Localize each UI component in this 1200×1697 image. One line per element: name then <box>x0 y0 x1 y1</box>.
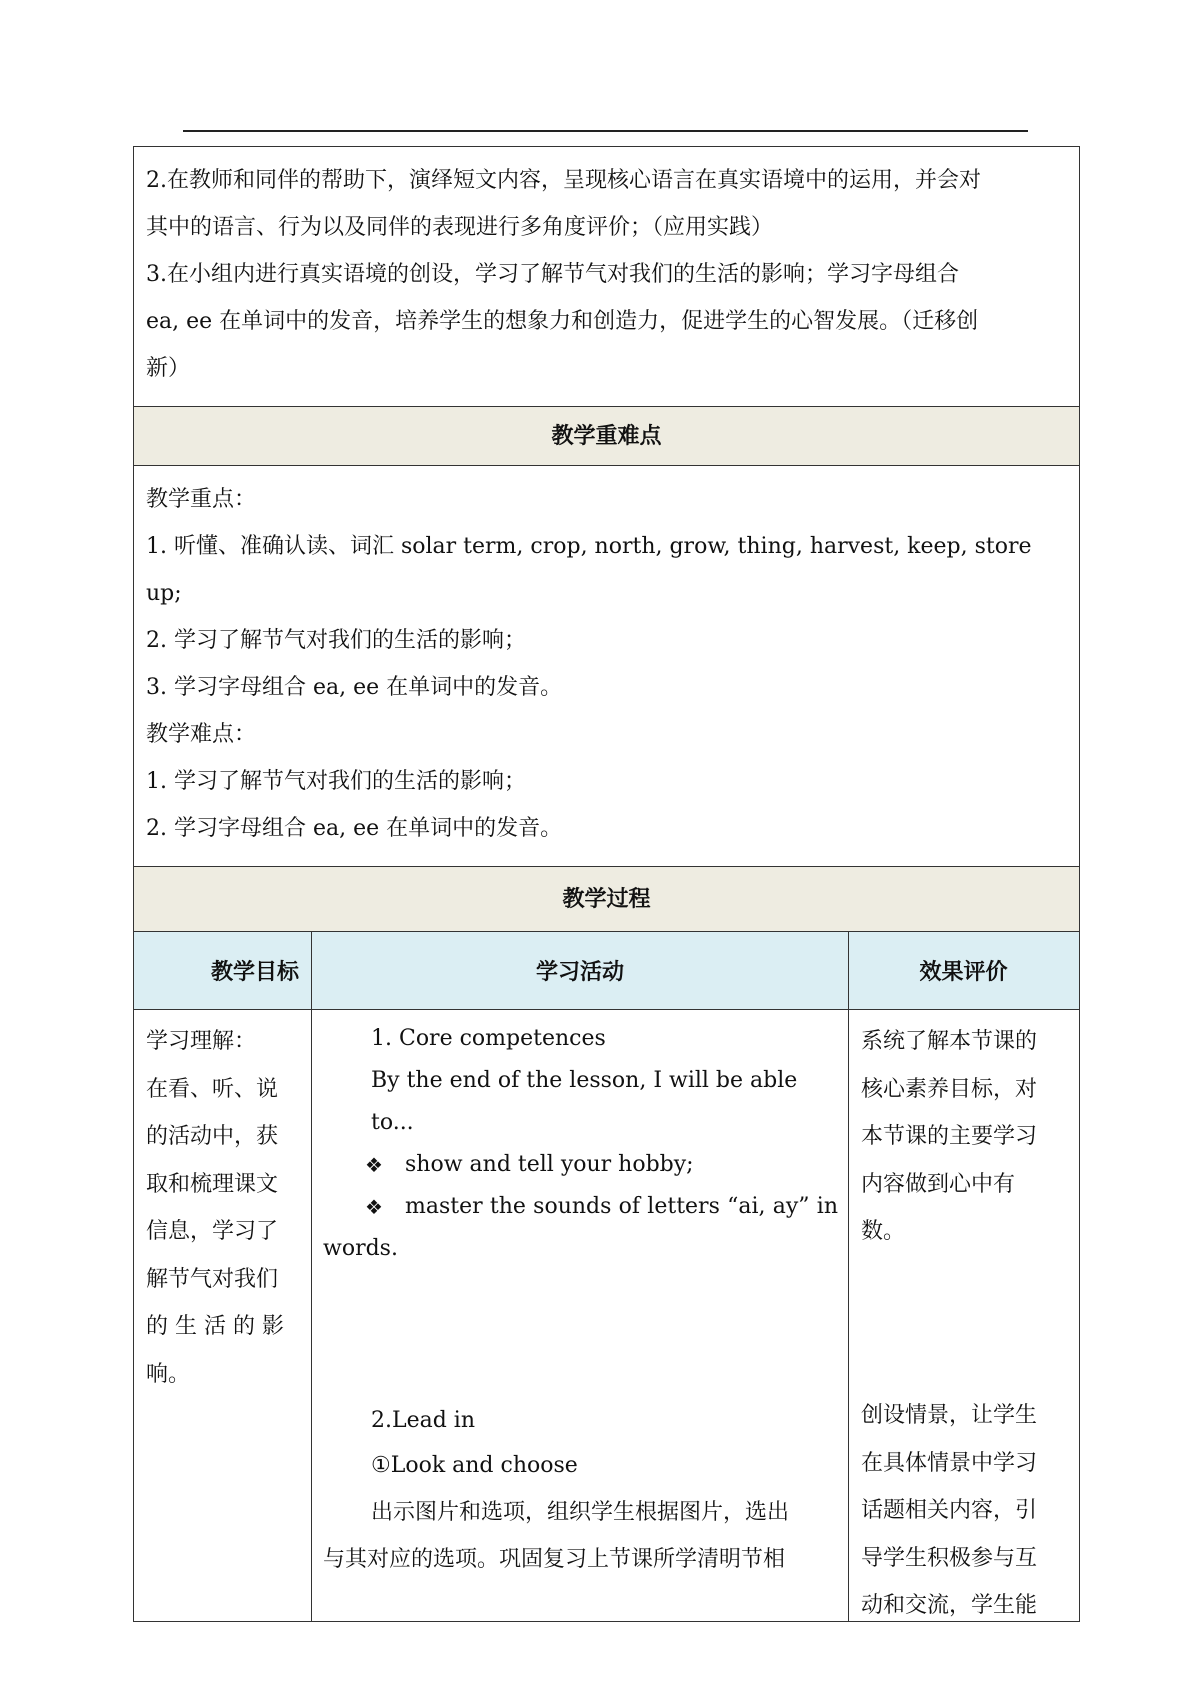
objective-line: 其中的语言、行为以及同伴的表现进行多角度评价；（应用实践） <box>146 215 774 240</box>
goal-line: 在看、听、说 <box>146 1076 279 1102</box>
activity-core-competences <box>323 1018 838 1270</box>
key-point-line: 1. 听懂、准确认读、词汇 solar term, crop, north, grow, thing, harvest, keep, store up; <box>146 534 1032 606</box>
process-column-headers <box>134 932 1079 1010</box>
evaluation-line: 在具体情景中学习 <box>861 1450 1038 1476</box>
evaluation-line: 系统了解本节课的 <box>861 1029 1038 1054</box>
goal-line: 取和梳理课文 <box>146 1171 279 1197</box>
diamond-bullet-icon: ❖ <box>365 1195 383 1219</box>
goal-line: 响。 <box>146 1361 191 1387</box>
diamond-bullet-icon: ❖ <box>365 1153 383 1177</box>
bullet-text: show and tell your hobby; <box>405 1152 694 1177</box>
difficulty-line: 2. 学习字母组合 ea, ee 在单词中的发音。 <box>146 816 563 841</box>
evaluation-line: 内容做到心中有 <box>861 1171 1016 1197</box>
objective-line: 3.在小组内进行真实语境的创设，学习了解节气对我们的生活的影响；学习字母组合 <box>146 262 959 287</box>
activity-bullet <box>323 1186 838 1228</box>
bullet-text: master the sounds of letters “ai, ay” in <box>405 1194 838 1219</box>
evaluation-1 <box>861 1018 1068 1256</box>
column-header-goal: 教学目标 <box>134 932 312 1009</box>
evaluation-2 <box>861 1392 1068 1630</box>
key-points-block <box>134 466 1079 867</box>
activity-line: 与其对应的选项。巩固复习上节课所学清明节相 <box>323 1547 786 1572</box>
evaluation-line: 创设情景，让学生 <box>861 1403 1038 1428</box>
key-point-line: 2. 学习了解节气对我们的生活的影响； <box>146 628 526 653</box>
bullet-continuation: words. <box>323 1236 398 1261</box>
activity-cell <box>312 1010 849 1621</box>
key-points-heading: 教学重难点 <box>134 407 1079 466</box>
objective-line: ea, ee 在单词中的发音，培养学生的想象力和创造力，促进学生的心智发展。（迁移创 <box>146 309 979 334</box>
evaluation-line: 话题相关内容，引 <box>861 1498 1038 1523</box>
evaluation-line: 数。 <box>861 1219 906 1244</box>
difficulties-label: 教学难点： <box>146 722 257 747</box>
page-header-rule <box>183 130 1028 132</box>
evaluation-line: 导学生积极参与互 <box>861 1545 1038 1571</box>
evaluation-line: 动和交流，学生能 <box>861 1593 1038 1618</box>
key-points-label: 教学重点： <box>146 487 257 512</box>
objective-line: 2.在教师和同伴的帮助下，演绎短文内容，呈现核心语言在真实语境中的运用，并会对 <box>146 168 981 193</box>
activity-line: 出示图片和选项，组织学生根据图片，选出 <box>371 1500 790 1525</box>
lesson-plan-table <box>133 146 1080 1622</box>
activity-heading: 1. Core competences <box>371 1026 606 1051</box>
goal-line: 的 生 活 的 影 <box>146 1314 284 1339</box>
goal-line: 信息，学习了 <box>146 1219 279 1244</box>
goal-line: 学习理解： <box>146 1029 257 1054</box>
activity-intro: By the end of the lesson, I will be able to... <box>371 1068 798 1135</box>
goal-line: 的活动中，获 <box>146 1124 279 1149</box>
process-row <box>134 1010 1079 1621</box>
objective-line: 新） <box>146 356 191 381</box>
evaluation-line: 本节课的主要学习 <box>861 1124 1038 1149</box>
goal-line: 解节气对我们 <box>146 1266 279 1292</box>
key-point-line: 3. 学习字母组合 ea, ee 在单词中的发音。 <box>146 675 563 700</box>
difficulty-line: 1. 学习了解节气对我们的生活的影响； <box>146 769 526 794</box>
objectives-block <box>134 147 1079 407</box>
evaluation-line: 核心素养目标，对 <box>861 1076 1038 1102</box>
activity-lead-in <box>323 1400 838 1583</box>
column-header-activity: 学习活动 <box>312 932 849 1009</box>
activity-bullet <box>323 1144 838 1186</box>
process-heading: 教学过程 <box>134 867 1079 932</box>
evaluation-cell <box>849 1010 1078 1621</box>
column-header-evaluation: 效果评价 <box>919 960 1008 985</box>
activity-heading: 2.Lead in <box>371 1408 476 1433</box>
activity-subheading: ①Look and choose <box>371 1453 578 1478</box>
goal-cell <box>134 1010 312 1621</box>
